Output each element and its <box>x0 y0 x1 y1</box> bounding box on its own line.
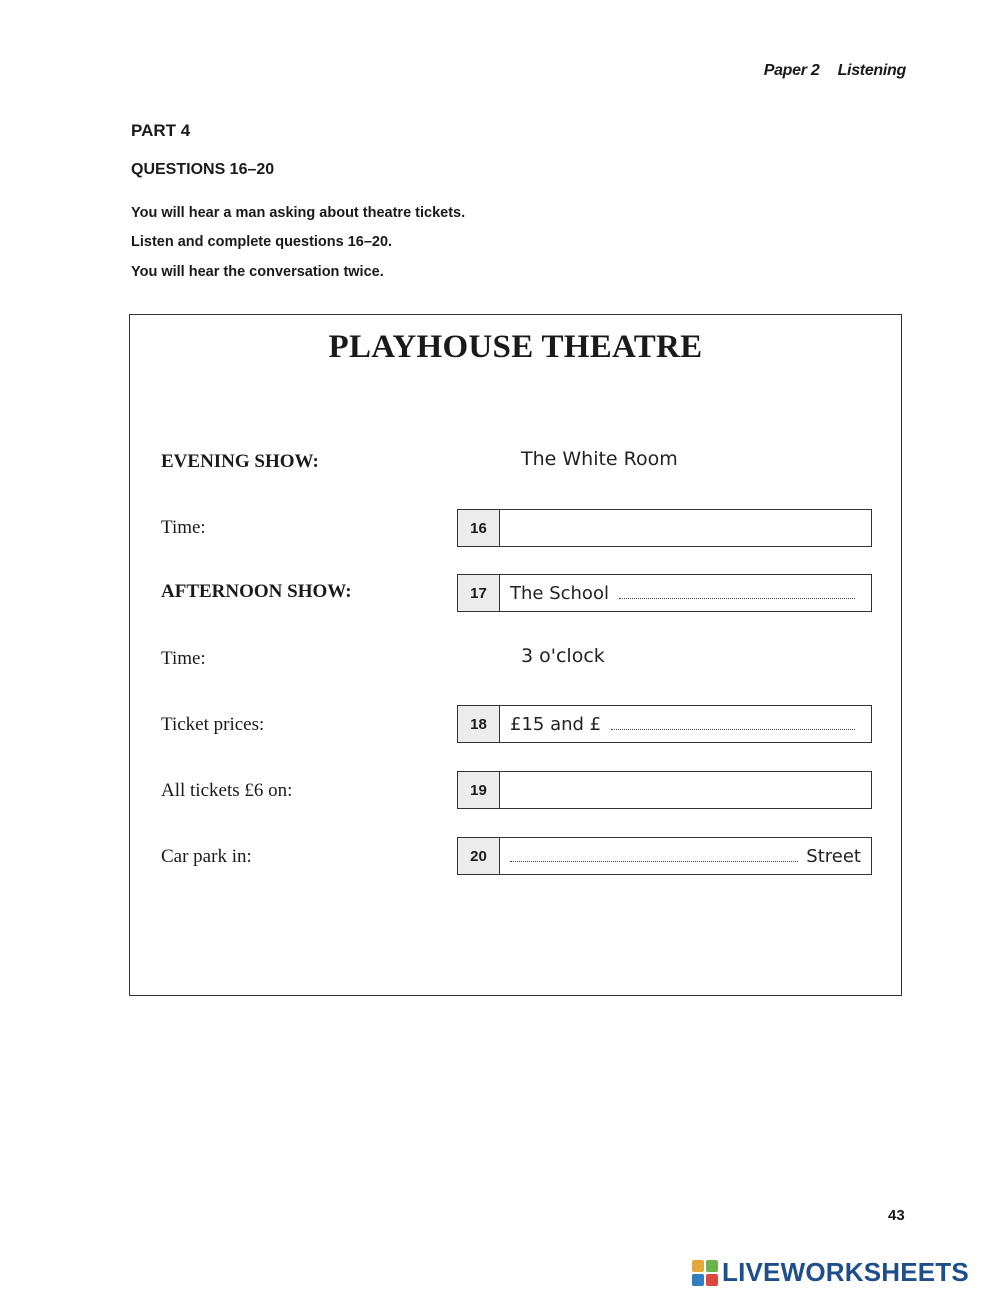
question-number: 16 <box>458 510 500 546</box>
logo-tile <box>692 1274 704 1286</box>
liveworksheets-logo <box>692 1257 969 1288</box>
logo-tile <box>706 1260 718 1272</box>
answer-box-18[interactable] <box>457 705 872 743</box>
evening-time-label: Time: <box>161 517 206 538</box>
answer-blank-line[interactable] <box>510 861 798 862</box>
afternoon-show-label: AFTERNOON SHOW: <box>161 581 352 602</box>
answer-input-20[interactable] <box>500 838 871 874</box>
evening-show-value: The White Room <box>521 448 678 470</box>
answer-box-16[interactable] <box>457 509 872 547</box>
page-number: 43 <box>888 1207 905 1224</box>
answer-input-19[interactable] <box>500 772 871 808</box>
logo-tile <box>692 1260 704 1272</box>
section-label: Listening <box>837 62 906 79</box>
question-number: 18 <box>458 706 500 742</box>
discount-day-label: All tickets £6 on: <box>161 780 293 801</box>
answer-box-20[interactable] <box>457 837 872 875</box>
answer-input-16[interactable] <box>500 510 871 546</box>
answer-box-19[interactable] <box>457 771 872 809</box>
question-number: 20 <box>458 838 500 874</box>
theatre-title: PLAYHOUSE THEATRE <box>328 329 703 365</box>
running-header <box>764 62 906 80</box>
answer-blank-line[interactable] <box>611 729 855 730</box>
theatre-form <box>129 314 902 996</box>
answer-box-17[interactable] <box>457 574 872 612</box>
instruction-line: You will hear a man asking about theatre tickets. <box>131 205 466 221</box>
questions-title: QUESTIONS 16–20 <box>131 161 275 178</box>
instruction-line: You will hear the conversation twice. <box>131 264 384 280</box>
question-number: 19 <box>458 772 500 808</box>
question-number: 17 <box>458 575 500 611</box>
logo-tile <box>706 1274 718 1286</box>
answer-blank-line[interactable] <box>619 598 855 599</box>
brand-name: LIVEWORKSHEETS <box>722 1257 969 1287</box>
answer-input-17[interactable] <box>500 575 871 611</box>
part-title: PART 4 <box>131 121 191 140</box>
ticket-prices-label: Ticket prices: <box>161 714 265 735</box>
logo-grid-icon <box>692 1260 718 1286</box>
evening-show-label: EVENING SHOW: <box>161 451 319 472</box>
afternoon-time-value: 3 o'clock <box>521 645 605 667</box>
instruction-line: Listen and complete questions 16–20. <box>131 234 393 250</box>
answer-input-18[interactable] <box>500 706 871 742</box>
answer-prefix: £15 and £ <box>510 713 602 735</box>
answer-suffix: Street <box>806 845 861 867</box>
car-park-label: Car park in: <box>161 846 252 867</box>
answer-prefix: The School <box>510 582 609 604</box>
afternoon-time-label: Time: <box>161 648 206 669</box>
paper-label: Paper 2 <box>763 62 820 79</box>
